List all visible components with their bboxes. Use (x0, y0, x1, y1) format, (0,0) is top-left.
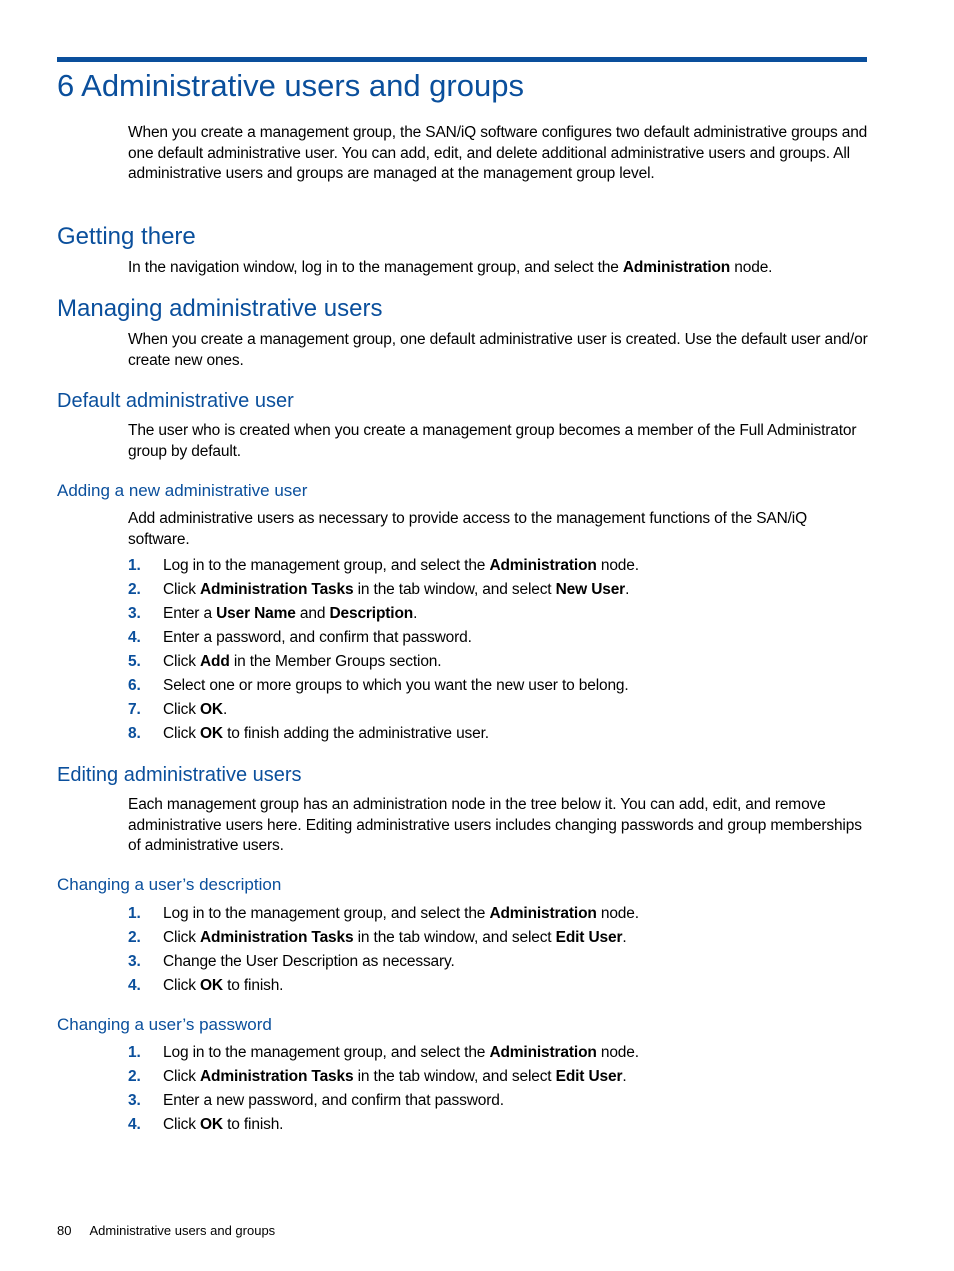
step-number: 8. (128, 725, 141, 742)
step-item (128, 974, 870, 998)
step-item (128, 1065, 870, 1089)
text-segment: Click (163, 701, 200, 718)
step-number: 4. (128, 1116, 141, 1133)
step-item (128, 1113, 870, 1137)
step-item (128, 554, 870, 578)
change-password-heading: Changing a user’s password (57, 1015, 272, 1034)
text-segment: Enter a (163, 605, 217, 622)
text-segment: Enter a password, and confirm that password. (163, 629, 472, 646)
step-item (128, 626, 870, 650)
chapter-title: 6 Administrative users and groups (57, 68, 524, 103)
text-segment: Click (163, 1068, 200, 1085)
step-number: 4. (128, 629, 141, 646)
text-segment: In the navigation window, log in to the management group, and select the (128, 259, 623, 276)
text-segment: in the tab window, and select (353, 929, 556, 946)
text-segment: . (622, 929, 627, 946)
text-segment: . (625, 581, 630, 598)
step-item (128, 1089, 870, 1113)
step-text (163, 1041, 639, 1065)
bold-term: Administration Tasks (200, 581, 354, 598)
step-text (163, 674, 629, 698)
step-text (163, 1065, 627, 1089)
text-segment: in the tab window, and select (353, 581, 556, 598)
bold-term: New User (555, 581, 626, 598)
text-segment: Enter a new password, and confirm that password. (163, 1092, 504, 1109)
step-number: 7. (128, 701, 141, 718)
text-segment: and (295, 605, 330, 622)
step-text (163, 902, 639, 926)
text-segment: Click (163, 581, 200, 598)
text-segment: Click (163, 929, 200, 946)
text-segment: to finish. (222, 977, 284, 994)
step-number: 1. (128, 557, 141, 574)
step-item (128, 950, 870, 974)
text-segment: Log in to the management group, and select the (163, 1044, 490, 1061)
text-segment: to finish. (222, 1116, 284, 1133)
text-segment: in the tab window, and select (353, 1068, 556, 1085)
step-item (128, 674, 870, 698)
bold-term: Administration (622, 259, 731, 276)
step-item (128, 902, 870, 926)
step-number: 3. (128, 605, 141, 622)
default-user-heading: Default administrative user (57, 390, 294, 412)
text-segment: in the Member Groups section. (229, 653, 442, 670)
text-segment: to finish adding the administrative user. (222, 725, 489, 742)
text-segment: Log in to the management group, and select the (163, 557, 490, 574)
default-user-paragraph: The user who is created when you create a management group becomes a member of the Full Administrator group by default. (128, 422, 857, 460)
bold-term: Description (329, 605, 414, 622)
bold-term: Administration (489, 905, 597, 922)
step-item (128, 602, 870, 626)
step-text (163, 554, 639, 578)
bold-term: Add (200, 653, 230, 670)
page-footer (57, 1222, 275, 1240)
step-number: 4. (128, 977, 141, 994)
text-segment: . (413, 605, 418, 622)
bold-term: Administration (489, 557, 597, 574)
text-segment: node. (730, 259, 773, 276)
text-segment: . (222, 701, 228, 718)
text-segment: Click (163, 977, 200, 994)
bold-term: Administration Tasks (200, 1068, 354, 1085)
bold-term: User Name (216, 605, 296, 622)
bold-term: Administration (489, 1044, 597, 1061)
chapter-rule (57, 57, 867, 62)
step-text (163, 974, 283, 998)
step-text (163, 722, 489, 746)
change-description-steps (128, 902, 870, 998)
step-item (128, 722, 870, 746)
page-number: 80 (57, 1223, 72, 1238)
change-password-steps (128, 1041, 870, 1137)
step-number: 1. (128, 905, 141, 922)
step-item (128, 698, 870, 722)
step-number: 2. (128, 929, 141, 946)
getting-there-heading: Getting there (57, 223, 196, 250)
step-text (163, 602, 417, 626)
text-segment: Change the User Description as necessary. (163, 953, 455, 970)
step-number: 3. (128, 953, 141, 970)
text-segment: node. (596, 557, 639, 574)
step-number: 2. (128, 1068, 141, 1085)
getting-there-paragraph (128, 258, 870, 279)
managing-paragraph: When you create a management group, one default administrative user is created. Use the default user and/or create new ones. (128, 331, 868, 369)
step-item (128, 1041, 870, 1065)
text-segment: . (622, 1068, 627, 1085)
footer-title: Administrative users and groups (89, 1223, 276, 1238)
text-segment: Select one or more groups to which you want the new user to belong. (163, 677, 629, 694)
adding-user-heading: Adding a new administrative user (57, 481, 308, 500)
intro-paragraph: When you create a management group, the SAN/iQ software configures two default administrative groups and one default administrative user. You can add, edit, and delete additional administrative users and groups. All administrative users and groups are managed at the management group level. (128, 124, 868, 182)
text-segment: node. (596, 1044, 639, 1061)
step-number: 6. (128, 677, 141, 694)
step-text (163, 1089, 504, 1113)
step-number: 3. (128, 1092, 141, 1109)
adding-user-steps (128, 554, 870, 746)
change-description-heading: Changing a user’s description (57, 875, 282, 894)
adding-user-paragraph: Add administrative users as necessary to provide access to the management functions of the SAN/iQ software. (128, 510, 807, 548)
step-text (163, 926, 627, 950)
step-text (163, 698, 227, 722)
managing-heading: Managing administrative users (57, 295, 383, 322)
text-segment: Log in to the management group, and select the (163, 905, 490, 922)
step-item (128, 650, 870, 674)
bold-term: Edit User (555, 1068, 623, 1085)
step-number: 2. (128, 581, 141, 598)
bold-term: Administration Tasks (200, 929, 354, 946)
bold-term: OK (200, 977, 223, 994)
text-segment: Click (163, 653, 200, 670)
step-text (163, 578, 629, 602)
bold-term: OK (200, 701, 223, 718)
editing-heading: Editing administrative users (57, 764, 302, 786)
text-segment: Click (163, 725, 200, 742)
step-text (163, 626, 472, 650)
step-item (128, 578, 870, 602)
bold-term: Edit User (555, 929, 623, 946)
bold-term: OK (200, 725, 223, 742)
text-segment: Click (163, 1116, 200, 1133)
step-text (163, 950, 455, 974)
step-number: 1. (128, 1044, 141, 1061)
step-number: 5. (128, 653, 141, 670)
editing-paragraph: Each management group has an administration node in the tree below it. You can add, edit, and remove administrative users here. Editing administrative users includes changing passwords and group memberships of administrative users. (128, 796, 862, 854)
step-item (128, 926, 870, 950)
text-segment: node. (596, 905, 639, 922)
step-text (163, 650, 441, 674)
bold-term: OK (200, 1116, 223, 1133)
step-text (163, 1113, 283, 1137)
